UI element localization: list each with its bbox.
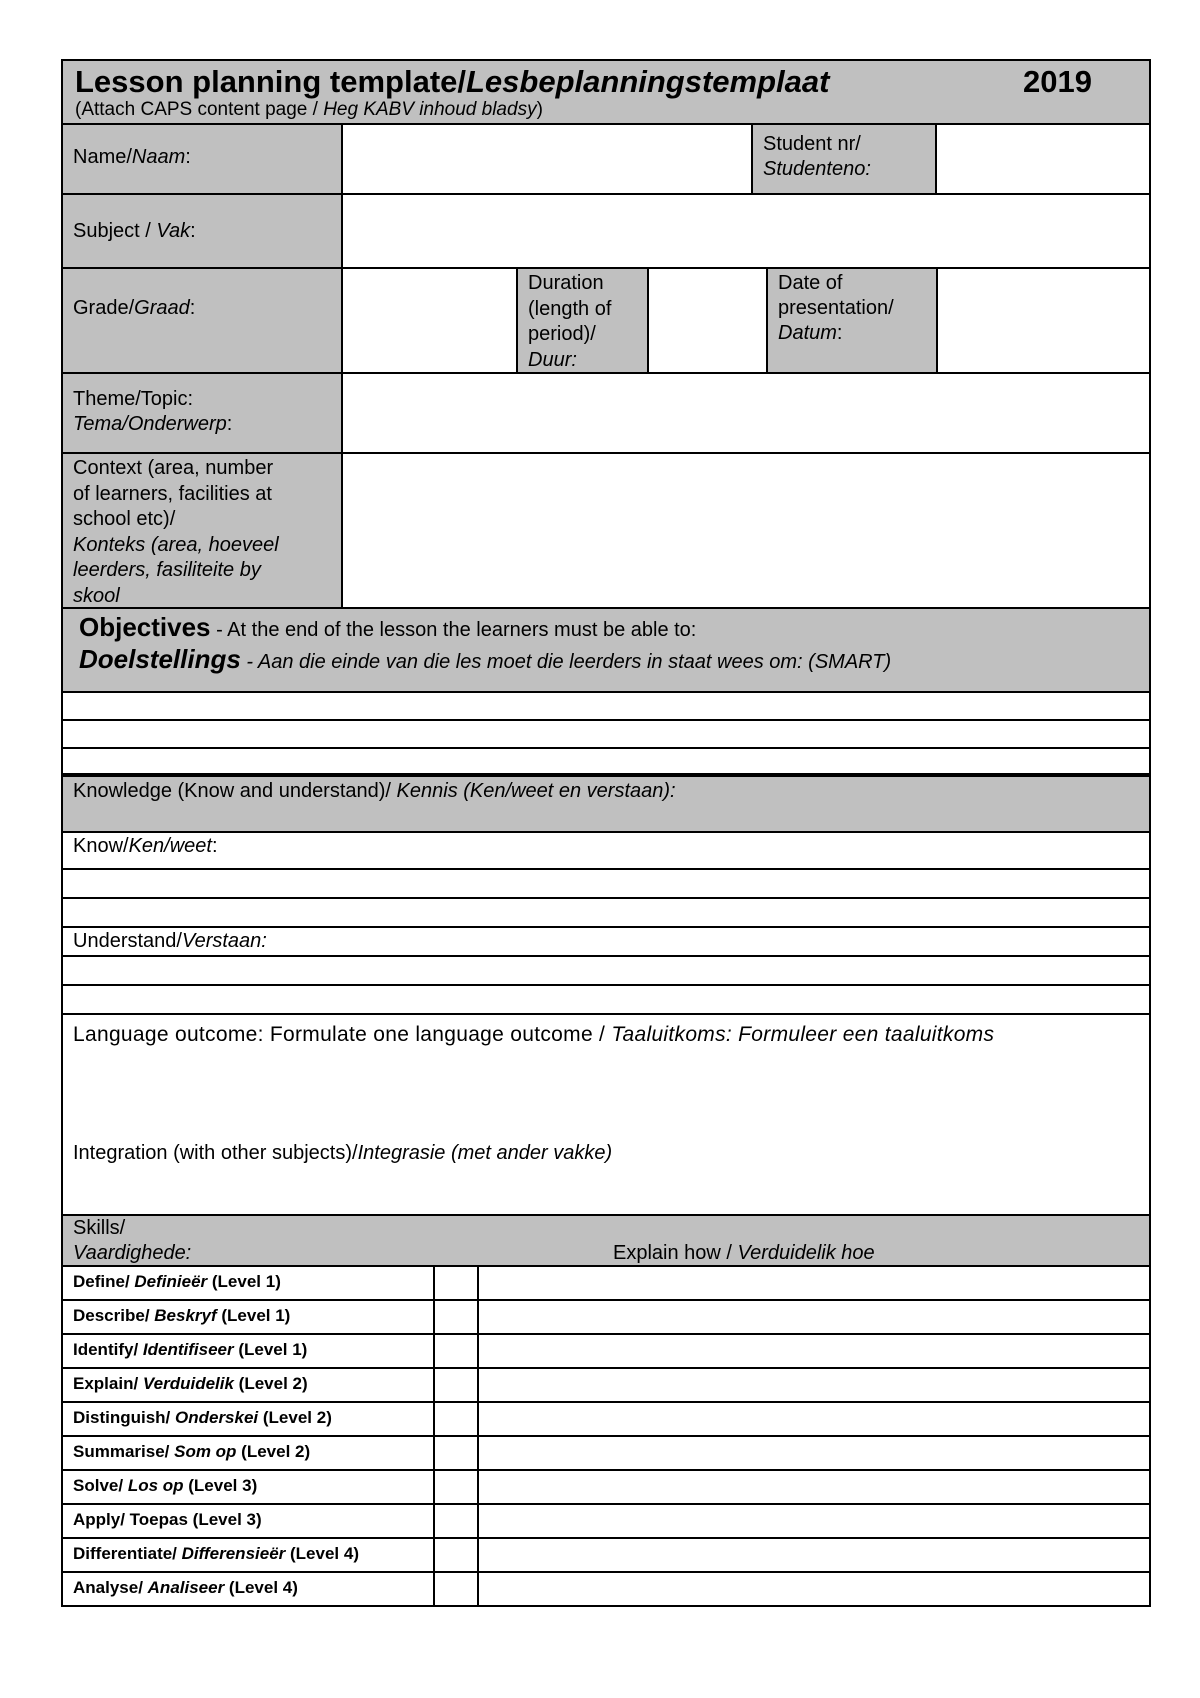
objectives-title-en: Objectives [79,612,211,642]
knowledge-heading-af: Kennis (Ken/weet en verstaan): [396,780,676,802]
theme-label-af: Tema/Onderwerp [73,413,227,435]
skill-check-cell[interactable] [433,1403,477,1435]
understand-label-af: Verstaan: [181,930,267,952]
skill-label [73,1339,307,1361]
objectives-heading [61,609,1151,693]
date-colon: : [836,322,843,344]
duration-input[interactable] [647,269,766,372]
form-title-en: Lesson planning template/ [75,64,466,99]
skill-row [61,1505,1151,1539]
duration-label [528,271,611,373]
skill-label [73,1509,262,1531]
integration-label [73,1141,612,1166]
skill-af: Beskryf [154,1306,217,1325]
grade-input[interactable] [341,269,516,372]
form-header [61,59,1151,125]
skill-explain-cell[interactable] [477,1335,1149,1367]
skill-explain-cell[interactable] [477,1403,1149,1435]
skill-af: Onderskei [175,1408,259,1427]
skill-af: Verduidelik [142,1374,234,1393]
skill-explain-cell[interactable] [477,1505,1149,1537]
know-label-en: Know/ [73,835,129,857]
skill-label [73,1543,359,1565]
explain-how-label [613,1241,875,1266]
explain-how-en: Explain how / [613,1242,738,1264]
theme-label [73,387,232,437]
subject-label [73,219,196,244]
form-title-af: Lesbeplanningstemplaat [466,64,830,99]
date-line-2: presentation/ [778,297,894,319]
skill-row [61,1471,1151,1505]
subject-label-colon: : [190,220,196,242]
understand-row[interactable] [61,928,1151,957]
name-label [73,145,191,170]
name-input[interactable] [341,125,751,193]
context-line-3: school etc)/ [73,508,176,530]
skill-row [61,1335,1151,1369]
date-input[interactable] [936,269,1149,372]
skill-level: (Level 1) [216,1306,291,1325]
context-af-line-2: leerders, fasiliteite by [73,559,261,581]
skill-check-cell[interactable] [433,1471,477,1503]
skill-check-cell[interactable] [433,1267,477,1299]
theme-label-colon: : [226,413,233,435]
name-label-cell [63,125,341,193]
form-subtitle [75,99,543,121]
skill-label [73,1373,308,1395]
subject-label-cell [63,195,341,267]
subject-row [61,195,1151,269]
understand-label [73,929,267,954]
language-outcome-en: Language outcome: Formulate one language outcome / [73,1023,612,1046]
knowledge-heading-text [73,779,676,804]
form-year: 2019 [1023,64,1092,99]
skill-level: (Level 3) [187,1510,262,1529]
skill-en: Apply/ [73,1510,130,1529]
objective-line-2[interactable] [61,721,1151,749]
grade-row [61,269,1151,374]
skill-af: Los op [127,1476,184,1495]
skill-row [61,1573,1151,1607]
know-line-1[interactable] [61,870,1151,899]
context-line-1: Context (area, number [73,457,274,479]
skill-explain-cell[interactable] [477,1573,1149,1605]
skill-label [73,1441,310,1463]
name-label-en: Name/ [73,146,132,168]
date-label-cell [766,269,936,372]
subtitle-en: (Attach CAPS content page / [75,99,324,120]
skill-explain-cell[interactable] [477,1471,1149,1503]
know-row[interactable] [61,833,1151,870]
skill-label [73,1305,290,1327]
knowledge-heading [61,777,1151,833]
context-line-2: of learners, facilities at [73,482,272,505]
name-row [61,125,1151,195]
skill-af: Identifiseer [142,1340,234,1359]
skill-en: Define/ [73,1272,135,1291]
student-nr-en: Student nr/ [763,133,861,155]
skill-check-cell[interactable] [433,1437,477,1469]
duration-line-2: (length of [528,297,612,320]
skill-check-cell[interactable] [433,1301,477,1333]
grade-label-colon: : [189,297,196,319]
skill-check-cell[interactable] [433,1369,477,1401]
objectives-text-en: - At the end of the lesson the learners must be able to: [210,619,697,641]
skill-en: Describe/ [73,1306,155,1325]
skill-row [61,1267,1151,1301]
explain-how-af: Verduidelik hoe [737,1242,875,1264]
student-nr-label-cell [751,125,935,193]
skill-level: (Level 2) [258,1408,332,1427]
context-row [61,454,1151,609]
objective-line-3[interactable] [61,749,1151,777]
language-outcome-label [73,1021,1123,1049]
skill-af: Som op [174,1442,237,1461]
skill-row [61,1539,1151,1573]
skill-row [61,1301,1151,1335]
know-label [73,834,218,859]
skill-en: Solve/ [73,1476,128,1495]
skill-level: (Level 3) [183,1476,258,1495]
objective-line-1[interactable] [61,693,1151,721]
skill-af: Definieër [134,1272,208,1291]
skill-level: (Level 1) [233,1340,308,1359]
date-af: Datum [778,322,837,344]
subtitle-close: ) [536,99,543,120]
subject-input[interactable] [341,195,1149,267]
know-label-colon: : [211,835,218,857]
language-outcome-af: Taaluitkoms: Formuleer een taaluitkoms [611,1023,995,1046]
skills-heading [61,1216,1151,1267]
student-nr-label [763,132,871,182]
skill-label [73,1271,281,1293]
date-line-1: Date of [778,272,843,294]
student-nr-af: Studenteno: [763,158,871,180]
skill-label [73,1577,298,1599]
duration-line-3: period)/ [528,323,596,345]
skill-en: Summarise/ [73,1442,175,1461]
skill-level: (Level 1) [207,1272,281,1291]
skill-check-cell[interactable] [433,1335,477,1367]
lesson-plan-form [61,59,1151,1601]
skills-heading-en: Skills/ [73,1217,126,1239]
context-af-line-1: Konteks (area, hoeveel [73,533,279,556]
skill-row [61,1369,1151,1403]
subject-label-af: Vak [156,220,191,242]
skill-explain-cell[interactable] [477,1301,1149,1333]
skill-explain-cell[interactable] [477,1369,1149,1401]
skill-explain-cell[interactable] [477,1437,1149,1469]
skill-explain-cell[interactable] [477,1267,1149,1299]
duration-af: Duur: [528,348,577,371]
theme-row [61,374,1151,454]
theme-label-cell [63,374,341,452]
skill-en: Identify/ [73,1340,143,1359]
name-label-af: Naam [131,146,186,168]
theme-input[interactable] [341,374,1149,452]
integration-en: Integration (with other subjects)/ [73,1142,358,1164]
skill-level: (Level 2) [233,1374,308,1393]
duration-label-cell [516,269,647,372]
grade-label-af: Graad [134,297,190,319]
skill-af: Toepas [129,1510,188,1529]
duration-line-1: Duration [528,272,604,294]
objectives-title-af: Doelstellings [79,644,241,674]
skill-en: Explain/ [73,1374,143,1393]
skill-row [61,1403,1151,1437]
skill-level: (Level 2) [236,1442,311,1461]
know-line-2[interactable] [61,899,1151,928]
skill-check-cell[interactable] [433,1573,477,1605]
understand-line-2[interactable] [61,986,1151,1015]
skills-heading-af: Vaardighede: [73,1242,192,1264]
skill-check-cell[interactable] [433,1505,477,1537]
skill-row [61,1437,1151,1471]
skill-af: Differensieër [181,1544,286,1563]
theme-label-en: Theme/Topic: [73,388,194,410]
context-label [73,456,279,609]
context-input[interactable] [341,454,1149,607]
skills-heading-label [73,1216,191,1266]
name-label-colon: : [185,146,191,168]
form-title [75,64,829,100]
skill-en: Analyse/ [73,1578,148,1597]
skill-check-cell[interactable] [433,1539,477,1571]
skill-en: Differentiate/ [73,1544,182,1563]
context-af-line-3: skool [73,584,120,607]
skill-level: (Level 4) [285,1544,359,1563]
know-label-af: Ken/weet [128,835,212,857]
student-nr-input[interactable] [935,125,1149,193]
skill-level: (Level 4) [224,1578,298,1597]
subject-label-en: Subject / [73,220,157,242]
language-integration-box[interactable] [61,1015,1151,1216]
skill-label [73,1407,332,1429]
objectives-text-af: - Aan die einde van die les moet die leerders in staat wees om: (SMART) [240,651,892,673]
subtitle-af: Heg KABV inhoud bladsy [323,99,537,120]
grade-label-en: Grade/ [73,297,135,319]
skill-en: Distinguish/ [73,1408,175,1427]
objectives-af [79,644,891,677]
understand-label-en: Understand/ [73,930,182,952]
skill-af: Analiseer [147,1578,225,1597]
integration-af: Integrasie (met ander vakke) [357,1142,613,1164]
grade-label [73,296,195,321]
skill-explain-cell[interactable] [477,1539,1149,1571]
grade-label-cell [63,269,341,372]
understand-line-1[interactable] [61,957,1151,986]
date-label [778,271,894,346]
skill-label [73,1475,257,1497]
knowledge-heading-en: Knowledge (Know and understand)/ [73,780,397,802]
context-label-cell [63,454,341,607]
objectives-en [79,612,696,645]
